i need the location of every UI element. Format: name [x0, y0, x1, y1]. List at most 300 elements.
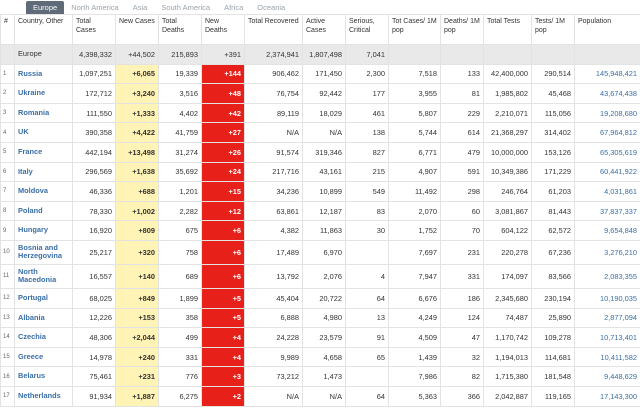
new-deaths: +4	[202, 347, 245, 367]
population	[575, 64, 640, 84]
deaths-per-1m: 614	[441, 123, 484, 143]
total-deaths-1m	[441, 45, 484, 65]
population-link[interactable]: 145,948,421	[595, 69, 637, 79]
total-deaths: 1,201	[159, 182, 202, 202]
column-header[interactable]: Serious, Critical	[346, 15, 389, 45]
column-header[interactable]: New Deaths	[202, 15, 245, 45]
country-link[interactable]: North Macedonia	[18, 266, 57, 285]
country-cell	[15, 386, 73, 406]
table-row	[1, 142, 640, 162]
tests-per-1m: 109,278	[532, 328, 575, 348]
population	[575, 264, 640, 288]
population	[575, 182, 640, 202]
deaths-per-1m: 591	[441, 162, 484, 182]
new-cases: +13,498	[116, 142, 159, 162]
cases-per-1m: 11,492	[389, 182, 441, 202]
column-header[interactable]: Total Deaths	[159, 15, 202, 45]
new-deaths: +6	[202, 221, 245, 241]
total-cases: 16,557	[73, 264, 116, 288]
column-header[interactable]: Tot Cases/ 1M pop	[389, 15, 441, 45]
deaths-per-1m: 60	[441, 201, 484, 221]
total-recovered: 4,382	[245, 221, 303, 241]
cases-per-1m: 3,955	[389, 84, 441, 104]
total-deaths: 675	[159, 221, 202, 241]
total-cases: 296,569	[73, 162, 116, 182]
population-link[interactable]: 37,837,337	[600, 206, 637, 216]
row-number	[1, 45, 15, 65]
column-header[interactable]: Deaths/ 1M pop	[441, 15, 484, 45]
total-recovered: 73,212	[245, 367, 303, 387]
total-deaths: 215,893	[159, 45, 202, 65]
country-link[interactable]: Moldova	[18, 186, 48, 196]
deaths-per-1m: 186	[441, 288, 484, 308]
tests-per-1m: 230,194	[532, 288, 575, 308]
population-link[interactable]: 9,448,629	[604, 372, 637, 382]
population	[575, 162, 640, 182]
country-cell	[15, 142, 73, 162]
row-number: 3	[1, 103, 15, 123]
total-cases: 46,336	[73, 182, 116, 202]
total-tests: 10,349,386	[484, 162, 532, 182]
population-link[interactable]: 65,305,619	[600, 147, 637, 157]
table-row	[1, 264, 640, 288]
new-cases: +809	[116, 221, 159, 241]
active-cases: 43,161	[303, 162, 346, 182]
serious-critical: 65	[346, 347, 389, 367]
deaths-per-1m: 47	[441, 328, 484, 348]
row-number: 11	[1, 264, 15, 288]
total-recovered: 45,404	[245, 288, 303, 308]
row-number: 4	[1, 123, 15, 143]
population	[575, 386, 640, 406]
country-link[interactable]: France	[18, 147, 43, 157]
total-tests: 10,000,000	[484, 142, 532, 162]
active-cases: 319,346	[303, 142, 346, 162]
total-recovered: 6,888	[245, 308, 303, 328]
country-cell	[15, 367, 73, 387]
total-deaths: 331	[159, 347, 202, 367]
new-deaths: +42	[202, 103, 245, 123]
serious-critical: 549	[346, 182, 389, 202]
tests-per-1m: 314,402	[532, 123, 575, 143]
new-deaths: +6	[202, 264, 245, 288]
new-deaths: +48	[202, 84, 245, 104]
cases-per-1m: 4,509	[389, 328, 441, 348]
active-cases: 20,722	[303, 288, 346, 308]
total-deaths: 1,899	[159, 288, 202, 308]
country-link[interactable]: Belarus	[18, 371, 46, 381]
total-tests	[484, 45, 532, 65]
active-cases: 2,076	[303, 264, 346, 288]
tests-per-1m: 83,566	[532, 264, 575, 288]
country-link[interactable]: Hungary	[18, 225, 48, 235]
total-cases: 25,217	[73, 240, 116, 264]
row-number: 15	[1, 347, 15, 367]
total-recovered: 217,716	[245, 162, 303, 182]
country-link[interactable]: UK	[18, 127, 29, 137]
row-number: 12	[1, 288, 15, 308]
country-link[interactable]: Greece	[18, 351, 44, 361]
population	[575, 308, 640, 328]
total-tests: 1,985,802	[484, 84, 532, 104]
population-link[interactable]: 4,031,861	[604, 186, 637, 196]
active-cases: 6,970	[303, 240, 346, 264]
total-cases: 1,097,251	[73, 64, 116, 84]
total-cases: 4,398,332	[73, 45, 116, 65]
active-cases: 1,473	[303, 367, 346, 387]
tests-per-1m: 290,514	[532, 64, 575, 84]
total-tests: 1,194,013	[484, 347, 532, 367]
serious-critical	[346, 367, 389, 387]
population-link[interactable]: 19,208,680	[600, 108, 637, 118]
total-cases: 14,978	[73, 347, 116, 367]
total-recovered: 2,374,941	[245, 45, 303, 65]
deaths-per-1m: 82	[441, 367, 484, 387]
serious-critical: 91	[346, 328, 389, 348]
population-link[interactable]: 2,877,094	[604, 313, 637, 323]
column-header[interactable]: New Cases	[116, 15, 159, 45]
country-cell	[15, 182, 73, 202]
population-link[interactable]: 10,713,401	[600, 332, 637, 342]
new-cases: +6,065	[116, 64, 159, 84]
cases-per-1m: 7,518	[389, 64, 441, 84]
total-recovered: 63,861	[245, 201, 303, 221]
total-tests: 42,400,000	[484, 64, 532, 84]
country-cell	[15, 162, 73, 182]
column-header[interactable]: #	[1, 15, 15, 45]
total-recovered: N/A	[245, 386, 303, 406]
tests-per-1m: 171,229	[532, 162, 575, 182]
population-link[interactable]: 9,654,848	[604, 226, 637, 236]
tests-per-1m: 67,236	[532, 240, 575, 264]
row-number: 6	[1, 162, 15, 182]
new-deaths: +3	[202, 367, 245, 387]
total-deaths: 689	[159, 264, 202, 288]
total-deaths: 499	[159, 328, 202, 348]
serious-critical: 461	[346, 103, 389, 123]
total-recovered: 89,119	[245, 103, 303, 123]
total-tests: 21,368,297	[484, 123, 532, 143]
population	[575, 142, 640, 162]
new-deaths: +12	[202, 201, 245, 221]
tests-per-1m: 181,548	[532, 367, 575, 387]
new-deaths: +6	[202, 240, 245, 264]
tests-per-1m: 114,681	[532, 347, 575, 367]
row-number: 9	[1, 221, 15, 241]
new-cases: +1,002	[116, 201, 159, 221]
population	[575, 367, 640, 387]
new-cases: +153	[116, 308, 159, 328]
total-tests: 246,764	[484, 182, 532, 202]
country-cell	[15, 103, 73, 123]
country-cell	[15, 264, 73, 288]
new-cases: +1,333	[116, 103, 159, 123]
country-link[interactable]: Poland	[18, 205, 43, 215]
new-cases: +1,887	[116, 386, 159, 406]
total-recovered: 24,228	[245, 328, 303, 348]
deaths-per-1m: 298	[441, 182, 484, 202]
total-cases: 12,226	[73, 308, 116, 328]
country-link[interactable]: Portugal	[18, 292, 48, 302]
total-recovered: 91,574	[245, 142, 303, 162]
total-tests: 3,081,867	[484, 201, 532, 221]
total-new-cases: +44,502	[116, 45, 159, 65]
total-tests-1m	[532, 45, 575, 65]
country-link[interactable]: Ukraine	[18, 88, 46, 98]
tests-per-1m: 45,468	[532, 84, 575, 104]
country-cell	[15, 240, 73, 264]
table-row	[1, 240, 640, 264]
cases-per-1m: 5,807	[389, 103, 441, 123]
column-header[interactable]: Total Cases	[73, 15, 116, 45]
new-deaths: +24	[202, 162, 245, 182]
tests-per-1m: 25,890	[532, 308, 575, 328]
total-tests: 604,122	[484, 221, 532, 241]
serious-critical: 827	[346, 142, 389, 162]
serious-critical: 4	[346, 264, 389, 288]
column-header[interactable]: Total Tests	[484, 15, 532, 45]
deaths-per-1m: 229	[441, 103, 484, 123]
total-cases-1m	[389, 45, 441, 65]
population-link[interactable]: 10,190,035	[600, 293, 637, 303]
cases-per-1m: 6,676	[389, 288, 441, 308]
total-recovered: 906,462	[245, 64, 303, 84]
total-deaths: 35,692	[159, 162, 202, 182]
total-deaths: 776	[159, 367, 202, 387]
population	[575, 123, 640, 143]
tests-per-1m: 115,056	[532, 103, 575, 123]
total-tests: 2,345,680	[484, 288, 532, 308]
total-active-cases: 1,807,498	[303, 45, 346, 65]
country-cell	[15, 221, 73, 241]
active-cases: 18,029	[303, 103, 346, 123]
table-row	[1, 328, 640, 348]
deaths-per-1m: 32	[441, 347, 484, 367]
active-cases: 12,187	[303, 201, 346, 221]
total-recovered: 13,792	[245, 264, 303, 288]
table-row	[1, 221, 640, 241]
tab-africa[interactable]: Africa	[224, 3, 244, 12]
table-row	[1, 182, 640, 202]
country-cell	[15, 347, 73, 367]
country-cell	[15, 328, 73, 348]
row-number: 13	[1, 308, 15, 328]
population-link[interactable]: 2,083,355	[604, 271, 637, 281]
total-deaths: 4,402	[159, 103, 202, 123]
population	[575, 328, 640, 348]
serious-critical: 64	[346, 288, 389, 308]
serious-critical: 13	[346, 308, 389, 328]
row-number: 1	[1, 64, 15, 84]
cases-per-1m: 5,363	[389, 386, 441, 406]
column-header[interactable]: Tests/ 1M pop	[532, 15, 575, 45]
total-cases: 172,712	[73, 84, 116, 104]
total-tests: 1,715,380	[484, 367, 532, 387]
country-link[interactable]: Bosnia and Herzegovina	[18, 242, 62, 261]
new-cases: +1,638	[116, 162, 159, 182]
cases-per-1m: 7,697	[389, 240, 441, 264]
row-number: 14	[1, 328, 15, 348]
total-deaths: 758	[159, 240, 202, 264]
total-cases: 48,306	[73, 328, 116, 348]
country-cell	[15, 64, 73, 84]
deaths-per-1m: 331	[441, 264, 484, 288]
table-header-row	[1, 15, 640, 45]
serious-critical: 30	[346, 221, 389, 241]
total-row	[1, 45, 640, 65]
column-header[interactable]: Country, Other	[15, 15, 73, 45]
covid-stats-table	[0, 14, 640, 407]
total-recovered: 34,236	[245, 182, 303, 202]
deaths-per-1m: 366	[441, 386, 484, 406]
new-deaths: +5	[202, 308, 245, 328]
population	[575, 347, 640, 367]
total-recovered: 9,989	[245, 347, 303, 367]
population	[575, 240, 640, 264]
country-link[interactable]: Netherlands	[18, 390, 61, 400]
total-tests: 1,170,742	[484, 328, 532, 348]
serious-critical: 215	[346, 162, 389, 182]
total-deaths: 19,339	[159, 64, 202, 84]
population-link[interactable]: 43,674,438	[600, 88, 637, 98]
total-tests: 174,097	[484, 264, 532, 288]
table-row	[1, 64, 640, 84]
table-row	[1, 201, 640, 221]
total-deaths: 2,282	[159, 201, 202, 221]
total-population	[575, 45, 640, 65]
population-link[interactable]: 10,411,582	[600, 352, 637, 362]
new-cases: +320	[116, 240, 159, 264]
active-cases: 92,442	[303, 84, 346, 104]
new-cases: +2,044	[116, 328, 159, 348]
tests-per-1m: 119,165	[532, 386, 575, 406]
table-row	[1, 308, 640, 328]
total-cases: 442,194	[73, 142, 116, 162]
tab-south-america[interactable]: South America	[161, 3, 211, 12]
total-serious: 7,041	[346, 45, 389, 65]
total-recovered: N/A	[245, 123, 303, 143]
active-cases: 23,579	[303, 328, 346, 348]
row-number: 17	[1, 386, 15, 406]
country-link[interactable]: Russia	[18, 68, 43, 78]
total-cases: 75,461	[73, 367, 116, 387]
tab-europe[interactable]: Europe	[26, 1, 64, 14]
total-recovered: 76,754	[245, 84, 303, 104]
new-deaths: +26	[202, 142, 245, 162]
table-row	[1, 288, 640, 308]
population	[575, 288, 640, 308]
region-tabs	[0, 0, 640, 14]
cases-per-1m: 4,249	[389, 308, 441, 328]
total-cases: 68,025	[73, 288, 116, 308]
total-deaths: 3,516	[159, 84, 202, 104]
tab-asia[interactable]: Asia	[132, 3, 148, 12]
active-cases: 171,450	[303, 64, 346, 84]
tests-per-1m: 81,443	[532, 201, 575, 221]
country-link[interactable]: Italy	[18, 166, 33, 176]
row-number: 5	[1, 142, 15, 162]
table-row	[1, 103, 640, 123]
total-cases: 16,920	[73, 221, 116, 241]
serious-critical: 83	[346, 201, 389, 221]
new-deaths: +27	[202, 123, 245, 143]
table-row	[1, 367, 640, 387]
country-link[interactable]: Romania	[18, 107, 50, 117]
active-cases: 10,899	[303, 182, 346, 202]
active-cases: 11,863	[303, 221, 346, 241]
cases-per-1m: 4,907	[389, 162, 441, 182]
table-row	[1, 347, 640, 367]
column-header[interactable]: Population	[575, 15, 640, 45]
row-number: 7	[1, 182, 15, 202]
cases-per-1m: 7,986	[389, 367, 441, 387]
cases-per-1m: 5,744	[389, 123, 441, 143]
country-link[interactable]: Albania	[18, 312, 45, 322]
population	[575, 221, 640, 241]
row-number: 2	[1, 84, 15, 104]
table-row	[1, 162, 640, 182]
serious-critical: 138	[346, 123, 389, 143]
deaths-per-1m: 70	[441, 221, 484, 241]
new-cases: +3,240	[116, 84, 159, 104]
cases-per-1m: 7,947	[389, 264, 441, 288]
total-tests: 74,487	[484, 308, 532, 328]
column-header[interactable]: Active Cases	[303, 15, 346, 45]
new-cases: +240	[116, 347, 159, 367]
tab-oceania[interactable]: Oceania	[257, 3, 286, 12]
active-cases: 4,980	[303, 308, 346, 328]
active-cases: 4,658	[303, 347, 346, 367]
new-cases: +231	[116, 367, 159, 387]
cases-per-1m: 1,439	[389, 347, 441, 367]
active-cases: N/A	[303, 123, 346, 143]
serious-critical	[346, 240, 389, 264]
deaths-per-1m: 231	[441, 240, 484, 264]
cases-per-1m: 6,771	[389, 142, 441, 162]
row-number: 16	[1, 367, 15, 387]
population-link[interactable]: 60,441,922	[600, 167, 637, 177]
new-cases: +4,422	[116, 123, 159, 143]
active-cases: N/A	[303, 386, 346, 406]
column-header[interactable]: Total Recovered	[245, 15, 303, 45]
country-link[interactable]: Czechia	[18, 332, 46, 342]
cases-per-1m: 1,752	[389, 221, 441, 241]
country-cell	[15, 123, 73, 143]
population-link[interactable]: 17,143,300	[600, 391, 637, 401]
population	[575, 103, 640, 123]
total-cases: 390,358	[73, 123, 116, 143]
total-new-deaths: +391	[202, 45, 245, 65]
new-deaths: +5	[202, 288, 245, 308]
population	[575, 84, 640, 104]
total-cases: 91,934	[73, 386, 116, 406]
country-cell	[15, 84, 73, 104]
total-tests: 220,278	[484, 240, 532, 264]
row-number: 8	[1, 201, 15, 221]
population-link[interactable]: 3,276,210	[604, 247, 637, 257]
country-cell	[15, 308, 73, 328]
population-link[interactable]: 67,964,812	[600, 128, 637, 138]
tab-north-america[interactable]: North America	[71, 3, 119, 12]
new-deaths: +4	[202, 328, 245, 348]
new-deaths: +15	[202, 182, 245, 202]
total-region-name: Europe	[15, 45, 73, 65]
total-cases: 78,330	[73, 201, 116, 221]
table-row	[1, 123, 640, 143]
new-cases: +140	[116, 264, 159, 288]
serious-critical: 177	[346, 84, 389, 104]
table-row	[1, 84, 640, 104]
